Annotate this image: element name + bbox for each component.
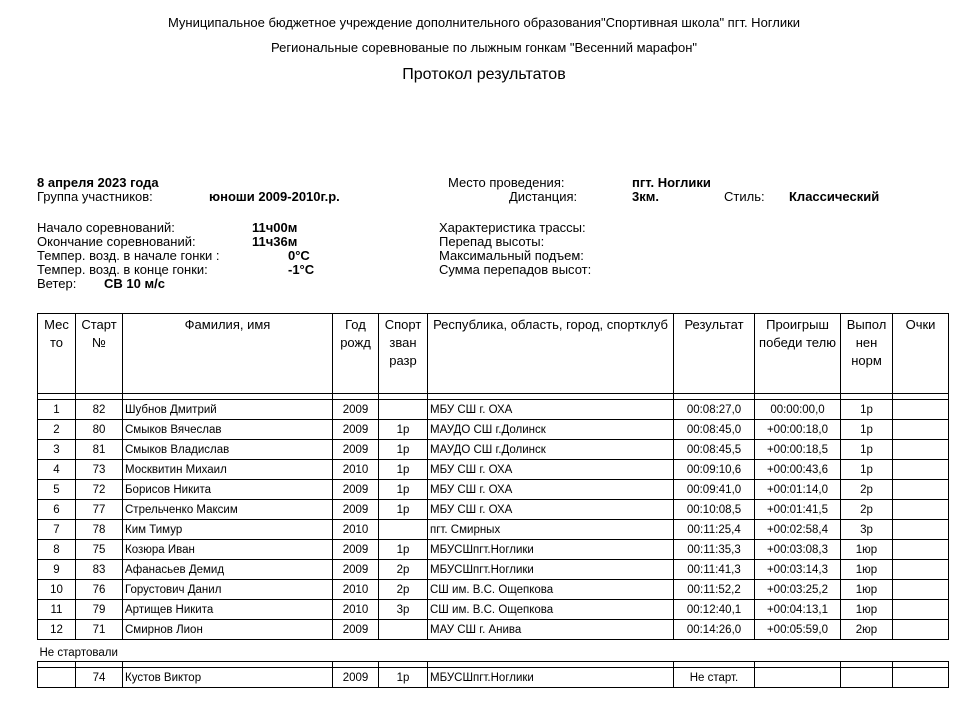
start-value: 11ч00м [252,220,298,235]
cell-gap: 00:00:00,0 [755,400,841,420]
cell-points [893,420,949,440]
venue-value: пгт. Ноглики [632,175,711,190]
cell-rank: 1р [379,480,428,500]
end-value: 11ч36м [252,234,298,249]
max-climb-label: Максимальный подъем: [439,248,584,263]
cell-start-no: 79 [76,600,123,620]
cell-club: МАУДО СШ г.Долинск [428,420,674,440]
cell-result: Не старт. [674,668,755,688]
cell-gap: +00:03:25,2 [755,580,841,600]
cell-rank: 1р [379,460,428,480]
cell-birth-year: 2009 [333,668,379,688]
cell-club: МБУ СШ г. ОХА [428,400,674,420]
cell-rank: 1р [379,420,428,440]
cell-name: Москвитин Михаил [123,460,333,480]
cell-gap: +00:00:18,0 [755,420,841,440]
cell-norm: 1р [841,440,893,460]
cell-birth-year: 2010 [333,520,379,540]
cell-club: МБУСШпгт.Ноглики [428,540,674,560]
cell-points [893,500,949,520]
cell-rank: 2р [379,580,428,600]
cell-gap: +00:02:58,4 [755,520,841,540]
cell-start-no: 75 [76,540,123,560]
cell-rank: 1р [379,500,428,520]
cell-place: 2 [38,420,76,440]
temp-start-label: Темпер. возд. в начале гонки : [37,248,220,263]
cell-gap: +00:04:13,1 [755,600,841,620]
temp-start-value: 0°С [288,248,310,263]
cell-place: 10 [38,580,76,600]
cell-name: Смыков Вячеслав [123,420,333,440]
track-label: Характеристика трассы: [439,220,586,235]
header-name: Фамилия, имя [123,314,333,394]
table-row [38,520,949,540]
cell-rank: 1р [379,440,428,460]
event-line: Региональные соревнованые по лыжным гонкам "Весенний марафон" [271,40,697,55]
table-row [38,420,949,440]
cell-gap: +00:03:08,3 [755,540,841,560]
cell-place [38,668,76,688]
table-row [38,600,949,620]
end-label: Окончание соревнований: [37,234,196,249]
cell-result: 00:08:45,0 [674,420,755,440]
cell-start-no: 72 [76,480,123,500]
cell-club: МБУСШпгт.Ноглики [428,560,674,580]
not-started-label: Не стартовали [38,640,949,662]
cell-norm: 2юр [841,620,893,640]
cell-points [893,560,949,580]
cell-norm [841,668,893,688]
cell-club: МАУ СШ г. Анива [428,620,674,640]
cell-birth-year: 2009 [333,420,379,440]
cell-points [893,480,949,500]
height-diff-label: Перепад высоты: [439,234,545,249]
cell-gap [755,668,841,688]
venue-label: Место проведения: [448,175,565,190]
cell-start-no: 74 [76,668,123,688]
table-header-row [38,314,949,394]
cell-result: 00:09:41,0 [674,480,755,500]
header-club: Республика, область, город, спортклуб [428,314,674,394]
header-rank: Спорт зван разр [379,314,428,394]
cell-start-no: 81 [76,440,123,460]
cell-norm: 1юр [841,600,893,620]
cell-place: 6 [38,500,76,520]
group-label: Группа участников: [37,189,153,204]
sum-diff-label: Сумма перепадов высот: [439,262,592,277]
cell-norm: 1р [841,420,893,440]
cell-rank: 2р [379,560,428,580]
page-title: Протокол результатов [402,66,566,83]
cell-name: Шубнов Дмитрий [123,400,333,420]
cell-club: МБУСШпгт.Ноглики [428,668,674,688]
table-row [38,400,949,420]
cell-name: Смыков Владислав [123,440,333,460]
cell-norm: 1юр [841,540,893,560]
cell-club: МБУ СШ г. ОХА [428,460,674,480]
cell-gap: +00:03:14,3 [755,560,841,580]
header-result: Результат [674,314,755,394]
table-row [38,620,949,640]
cell-start-no: 77 [76,500,123,520]
cell-points [893,540,949,560]
header-start-no: Старт № [76,314,123,394]
header-points: Очки [893,314,949,394]
cell-start-no: 71 [76,620,123,640]
cell-rank: 1р [379,540,428,560]
cell-name: Стрельченко Максим [123,500,333,520]
group-value: юноши 2009-2010г.р. [209,189,340,204]
cell-name: Ким Тимур [123,520,333,540]
table-row [38,580,949,600]
cell-result: 00:11:35,3 [674,540,755,560]
header-norm: Выпол нен норм [841,314,893,394]
cell-start-no: 83 [76,560,123,580]
cell-name: Борисов Никита [123,480,333,500]
cell-rank [379,400,428,420]
cell-gap: +00:00:43,6 [755,460,841,480]
cell-birth-year: 2010 [333,460,379,480]
cell-name: Артищев Никита [123,600,333,620]
cell-rank: 3р [379,600,428,620]
cell-rank [379,620,428,640]
cell-result: 00:08:45,5 [674,440,755,460]
cell-place: 1 [38,400,76,420]
table-row [38,460,949,480]
table-row [38,540,949,560]
cell-points [893,440,949,460]
cell-club: СШ им. В.С. Ощепкова [428,600,674,620]
cell-result: 00:10:08,5 [674,500,755,520]
cell-place: 7 [38,520,76,540]
cell-points [893,460,949,480]
table-row [38,560,949,580]
cell-result: 00:11:41,3 [674,560,755,580]
table-row [38,500,949,520]
cell-birth-year: 2009 [333,480,379,500]
cell-norm: 1юр [841,580,893,600]
cell-gap: +00:01:14,0 [755,480,841,500]
cell-place: 9 [38,560,76,580]
cell-result: 00:12:40,1 [674,600,755,620]
cell-norm: 1юр [841,560,893,580]
temp-end-label: Темпер. возд. в конце гонки: [37,262,208,277]
distance-label: Дистанция: [509,189,578,204]
cell-norm: 1р [841,400,893,420]
cell-name: Кустов Виктор [123,668,333,688]
cell-points [893,600,949,620]
header-place: Мес то [38,314,76,394]
cell-place: 8 [38,540,76,560]
wind-value: СВ 10 м/с [104,276,165,291]
table-row-not-started [38,668,949,688]
cell-name: Козюра Иван [123,540,333,560]
cell-result: 00:11:25,4 [674,520,755,540]
cell-birth-year: 2009 [333,560,379,580]
cell-place: 11 [38,600,76,620]
cell-result: 00:11:52,2 [674,580,755,600]
cell-place: 5 [38,480,76,500]
cell-name: Горустович Данил [123,580,333,600]
cell-norm: 1р [841,460,893,480]
cell-start-no: 76 [76,580,123,600]
cell-birth-year: 2009 [333,440,379,460]
cell-rank: 1р [379,668,428,688]
cell-name: Афанасьев Демид [123,560,333,580]
cell-norm: 2р [841,500,893,520]
header-birth-year: Год рожд [333,314,379,394]
cell-club: СШ им. В.С. Ощепкова [428,580,674,600]
style-label: Стиль: [724,189,765,204]
wind-label: Ветер: [37,276,77,291]
cell-club: МБУ СШ г. ОХА [428,480,674,500]
header-gap: Проигрыш победи телю [755,314,841,394]
cell-points [893,668,949,688]
distance-value: 3км. [632,189,659,204]
cell-name: Смирнов Лион [123,620,333,640]
cell-norm: 2р [841,480,893,500]
temp-end-value: -1°С [288,262,315,277]
cell-start-no: 80 [76,420,123,440]
cell-place: 12 [38,620,76,640]
results-table [37,313,949,688]
date: 8 апреля 2023 года [37,175,159,190]
cell-result: 00:09:10,6 [674,460,755,480]
cell-points [893,620,949,640]
cell-place: 3 [38,440,76,460]
cell-birth-year: 2010 [333,580,379,600]
cell-club: пгт. Смирных [428,520,674,540]
table-row [38,440,949,460]
cell-result: 00:14:26,0 [674,620,755,640]
org-line: Муниципальное бюджетное учреждение дополнительного образования"Спортивная школа" пгт. Ноглики [167,15,801,30]
start-label: Начало соревнований: [37,220,175,235]
cell-points [893,520,949,540]
cell-rank [379,520,428,540]
cell-norm: 3р [841,520,893,540]
cell-club: МАУДО СШ г.Долинск [428,440,674,460]
cell-start-no: 78 [76,520,123,540]
cell-place: 4 [38,460,76,480]
cell-gap: +00:01:41,5 [755,500,841,520]
cell-birth-year: 2009 [333,540,379,560]
cell-birth-year: 2009 [333,620,379,640]
cell-birth-year: 2010 [333,600,379,620]
cell-points [893,400,949,420]
cell-start-no: 82 [76,400,123,420]
style-value: Классический [789,189,880,204]
table-row [38,480,949,500]
cell-gap: +00:05:59,0 [755,620,841,640]
cell-birth-year: 2009 [333,500,379,520]
cell-start-no: 73 [76,460,123,480]
cell-birth-year: 2009 [333,400,379,420]
cell-result: 00:08:27,0 [674,400,755,420]
cell-gap: +00:00:18,5 [755,440,841,460]
cell-points [893,580,949,600]
cell-club: МБУ СШ г. ОХА [428,500,674,520]
